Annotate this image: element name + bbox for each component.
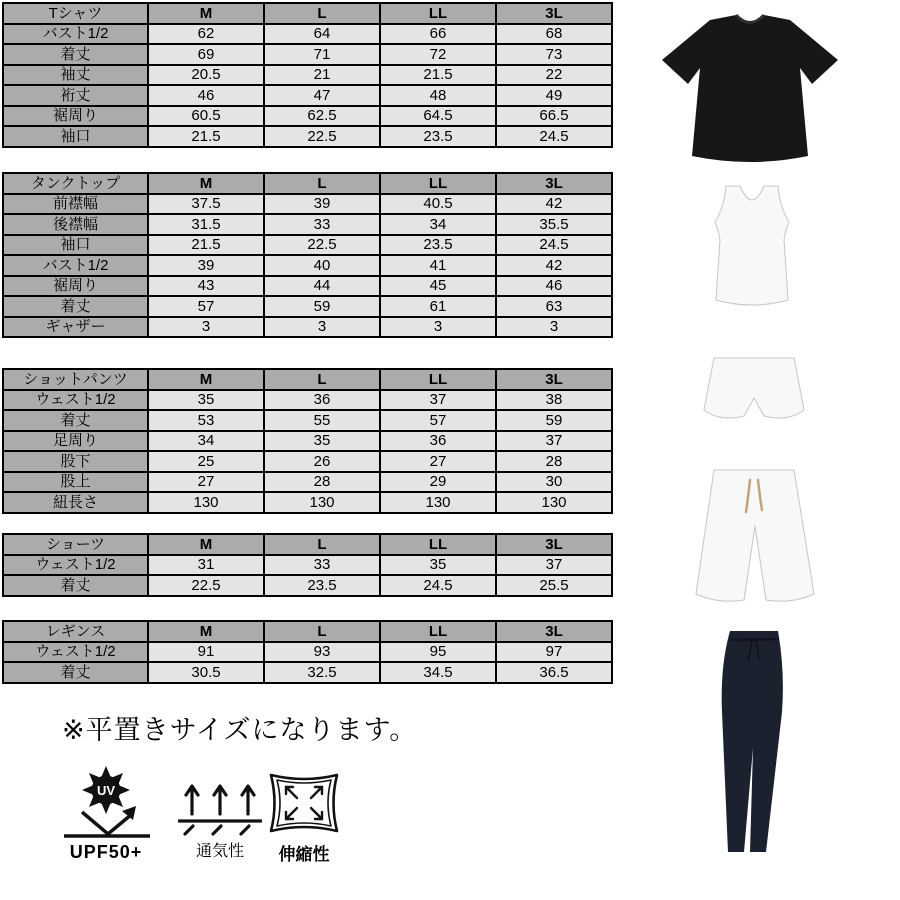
measure-value: 73	[496, 44, 612, 65]
measure-value: 24.5	[496, 235, 612, 256]
airflow-arrows-icon	[178, 776, 262, 836]
measure-label: 袖丈	[3, 65, 148, 86]
measure-value: 20.5	[148, 65, 264, 86]
measure-value: 61	[380, 296, 496, 317]
measure-value: 22	[496, 65, 612, 86]
measure-value: 130	[264, 492, 380, 513]
size-header: LL	[380, 173, 496, 194]
measure-value: 25.5	[496, 575, 612, 596]
feature-stretch	[264, 768, 344, 865]
size-header: M	[148, 369, 264, 390]
measure-value: 21	[264, 65, 380, 86]
measure-value: 63	[496, 296, 612, 317]
measure-value: 31	[148, 555, 264, 576]
measure-value: 34	[380, 214, 496, 235]
measure-value: 45	[380, 276, 496, 297]
size-header: LL	[380, 534, 496, 555]
measure-value: 46	[148, 85, 264, 106]
feature-breathability	[178, 776, 262, 861]
measure-value: 21.5	[380, 65, 496, 86]
size-table-3	[2, 368, 613, 514]
measure-value: 24.5	[380, 575, 496, 596]
measure-value: 60.5	[148, 106, 264, 127]
measure-value: 36	[264, 390, 380, 411]
measure-label: 裾周り	[3, 276, 148, 297]
measure-value: 33	[264, 214, 380, 235]
measure-label: 足周り	[3, 431, 148, 452]
size-table-2	[2, 172, 613, 338]
product-name: タンクトップ	[3, 173, 148, 194]
measure-value: 22.5	[148, 575, 264, 596]
measure-value: 57	[380, 410, 496, 431]
measure-value: 42	[496, 255, 612, 276]
uv-icon-text: UV	[96, 783, 116, 798]
measure-value: 28	[264, 472, 380, 493]
feature-upf	[58, 762, 154, 863]
feature-stretch-label: 伸縮性	[278, 845, 330, 864]
stretch-fabric-icon	[264, 768, 344, 838]
measure-value: 59	[264, 296, 380, 317]
measure-value: 46	[496, 276, 612, 297]
measure-label: 紐長さ	[3, 492, 148, 513]
product-name: レギンス	[3, 621, 148, 642]
measure-value: 27	[148, 472, 264, 493]
measure-value: 3	[264, 317, 380, 338]
measure-value: 130	[496, 492, 612, 513]
measure-value: 95	[380, 642, 496, 663]
measure-value: 49	[496, 85, 612, 106]
measure-value: 23.5	[380, 235, 496, 256]
feature-breathability-label: 通気性	[195, 843, 244, 860]
uv-reflect-sun-icon	[58, 762, 154, 840]
measure-value: 3	[380, 317, 496, 338]
measure-value: 55	[264, 410, 380, 431]
size-table-5	[2, 620, 613, 684]
measure-value: 25	[148, 451, 264, 472]
measure-label: バスト1/2	[3, 24, 148, 45]
measure-value: 93	[264, 642, 380, 663]
measure-value: 23.5	[264, 575, 380, 596]
measure-value: 42	[496, 194, 612, 215]
product-name: Tシャツ	[3, 3, 148, 24]
measure-label: 着丈	[3, 662, 148, 683]
measure-value: 66	[380, 24, 496, 45]
measure-value: 21.5	[148, 235, 264, 256]
measure-label: ウェスト1/2	[3, 555, 148, 576]
size-header: M	[148, 3, 264, 24]
measure-value: 130	[380, 492, 496, 513]
size-header: LL	[380, 369, 496, 390]
measure-value: 3	[148, 317, 264, 338]
measure-value: 37.5	[148, 194, 264, 215]
measure-value: 32.5	[264, 662, 380, 683]
measure-value: 91	[148, 642, 264, 663]
measure-value: 59	[496, 410, 612, 431]
size-header: L	[264, 173, 380, 194]
measure-value: 37	[496, 431, 612, 452]
measure-value: 57	[148, 296, 264, 317]
measure-label: 股上	[3, 472, 148, 493]
measure-value: 47	[264, 85, 380, 106]
measure-value: 97	[496, 642, 612, 663]
size-header: 3L	[496, 3, 612, 24]
measure-value: 40	[264, 255, 380, 276]
measure-value: 22.5	[264, 235, 380, 256]
measure-value: 64.5	[380, 106, 496, 127]
measure-label: 着丈	[3, 296, 148, 317]
measure-value: 130	[148, 492, 264, 513]
measure-label: 着丈	[3, 410, 148, 431]
measure-value: 31.5	[148, 214, 264, 235]
measure-label: 着丈	[3, 575, 148, 596]
measure-value: 23.5	[380, 126, 496, 147]
measure-label: 裾周り	[3, 106, 148, 127]
measure-value: 34	[148, 431, 264, 452]
measure-value: 36.5	[496, 662, 612, 683]
measure-label: 袖口	[3, 235, 148, 256]
measure-value: 53	[148, 410, 264, 431]
size-header: L	[264, 621, 380, 642]
measure-label: 着丈	[3, 44, 148, 65]
measure-value: 21.5	[148, 126, 264, 147]
measure-value: 35	[148, 390, 264, 411]
measure-value: 62	[148, 24, 264, 45]
measure-value: 30	[496, 472, 612, 493]
measure-value: 48	[380, 85, 496, 106]
palm-print-short-pants-photo	[680, 464, 828, 614]
palm-print-tank-top-photo	[692, 182, 812, 314]
measure-value: 35	[380, 555, 496, 576]
measure-label: ウェスト1/2	[3, 390, 148, 411]
measure-value: 26	[264, 451, 380, 472]
measure-value: 30.5	[148, 662, 264, 683]
size-header: LL	[380, 3, 496, 24]
measure-value: 37	[380, 390, 496, 411]
measure-value: 43	[148, 276, 264, 297]
measure-value: 28	[496, 451, 612, 472]
measure-value: 3	[496, 317, 612, 338]
product-name: ショーツ	[3, 534, 148, 555]
size-header: M	[148, 534, 264, 555]
measure-value: 71	[264, 44, 380, 65]
size-table-1	[2, 2, 613, 148]
flat-size-note: ※平置きサイズになります。	[62, 715, 418, 745]
measure-value: 27	[380, 451, 496, 472]
size-header: 3L	[496, 369, 612, 390]
measure-value: 34.5	[380, 662, 496, 683]
measure-value: 29	[380, 472, 496, 493]
measure-value: 62.5	[264, 106, 380, 127]
measure-value: 36	[380, 431, 496, 452]
measure-value: 40.5	[380, 194, 496, 215]
measure-value: 64	[264, 24, 380, 45]
measure-label: 後襟幅	[3, 214, 148, 235]
measure-label: 袖口	[3, 126, 148, 147]
measure-value: 68	[496, 24, 612, 45]
measure-value: 72	[380, 44, 496, 65]
size-header: 3L	[496, 173, 612, 194]
measure-value: 24.5	[496, 126, 612, 147]
size-table-4	[2, 533, 613, 597]
measure-value: 39	[264, 194, 380, 215]
measure-value: 66.5	[496, 106, 612, 127]
measure-label: 股下	[3, 451, 148, 472]
size-header: 3L	[496, 534, 612, 555]
measure-value: 37	[496, 555, 612, 576]
measure-label: 裄丈	[3, 85, 148, 106]
size-header: L	[264, 369, 380, 390]
size-header: L	[264, 534, 380, 555]
size-header: LL	[380, 621, 496, 642]
measure-value: 39	[148, 255, 264, 276]
measure-value: 22.5	[264, 126, 380, 147]
feature-upf-label: UPF50+	[69, 842, 143, 862]
measure-value: 35.5	[496, 214, 612, 235]
measure-value: 33	[264, 555, 380, 576]
measure-value: 35	[264, 431, 380, 452]
measure-label: 前襟幅	[3, 194, 148, 215]
measure-value: 69	[148, 44, 264, 65]
measure-value: 38	[496, 390, 612, 411]
size-header: M	[148, 621, 264, 642]
size-header: L	[264, 3, 380, 24]
palm-print-shorts-photo	[698, 352, 810, 448]
measure-label: ギャザー	[3, 317, 148, 338]
measure-label: バスト1/2	[3, 255, 148, 276]
navy-leggings-photo	[698, 626, 806, 862]
measure-value: 44	[264, 276, 380, 297]
product-name: ショットパンツ	[3, 369, 148, 390]
size-header: 3L	[496, 621, 612, 642]
size-header: M	[148, 173, 264, 194]
black-tshirt-photo	[648, 6, 852, 172]
measure-value: 41	[380, 255, 496, 276]
measure-label: ウェスト1/2	[3, 642, 148, 663]
